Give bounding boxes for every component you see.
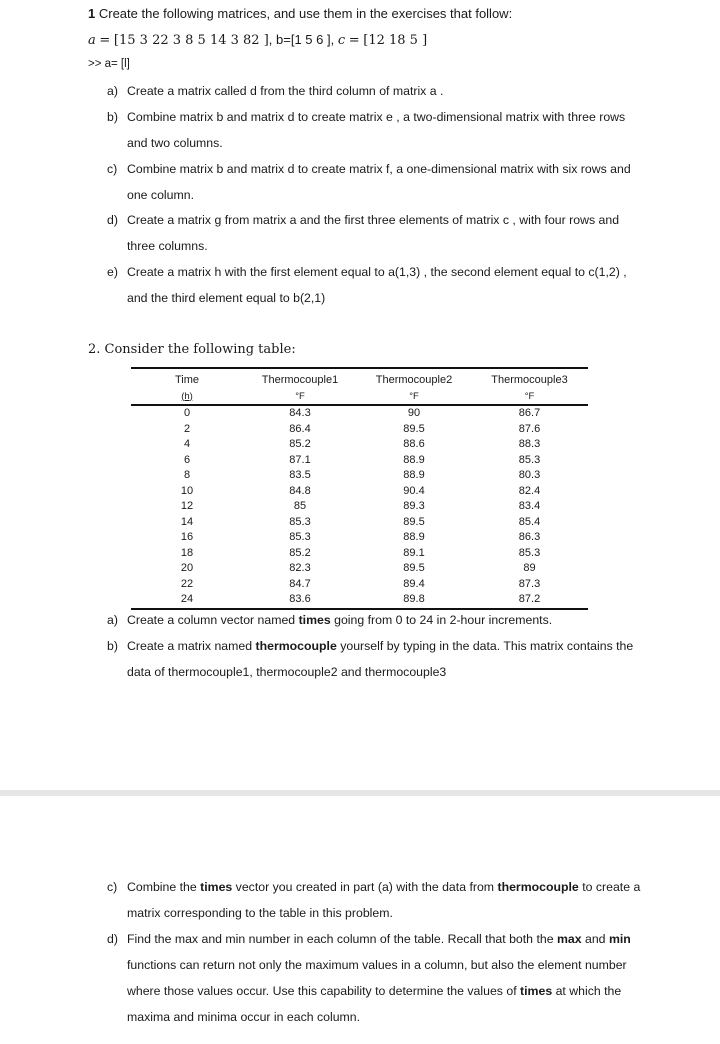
q2-item-d-label: d)	[107, 932, 118, 946]
q1-item-b-text: Combine matrix b and matrix d to create matrix e , a two-dimensional matrix with three rows and two columns.	[127, 110, 626, 150]
thermocouple1-cell: 84.3	[289, 407, 311, 419]
thermocouple1-cell: 82.3	[289, 562, 311, 574]
thermocouple3-cell: 87.2	[518, 593, 541, 605]
q2-item-d-text	[127, 926, 647, 1030]
time-cell: 4	[183, 438, 191, 450]
time-cell: 8	[183, 469, 191, 481]
table-row	[131, 577, 588, 593]
q1-item-d-text: Create a matrix g from matrix a and the first three elements of matrix c , with four rows and three columns.	[127, 213, 620, 253]
q1-item-e-text: Create a matrix h with the first element equal to a(1,3) , the second element equal to c(1,2) , and the third element equal to b(2,1)	[127, 265, 627, 305]
thermocouple1-cell: 86.4	[289, 422, 311, 435]
time-cell: 2	[183, 422, 191, 435]
thermocouple3-cell: 87.3	[518, 577, 541, 590]
matrix-c-var: c	[337, 33, 346, 48]
thermocouple3-cell: 85.3	[518, 546, 541, 559]
thermocouple3-cell: 89	[523, 562, 536, 574]
q2-item-d-bold1: max	[556, 932, 582, 946]
thermocouple2-cell: 89.1	[403, 546, 425, 559]
page-2	[0, 796, 720, 1044]
thermocouple2-cell: 88.9	[403, 469, 425, 481]
thermocouple2-cell: 88.6	[403, 438, 425, 450]
table-units-row	[131, 389, 588, 406]
thermocouple1-cell: 87.1	[289, 453, 311, 466]
unit-thermocouple2: °F	[357, 389, 471, 406]
thermocouple3-cell: 83.4	[518, 500, 541, 512]
time-cell: 16	[180, 531, 194, 543]
thermocouple2-cell: 88.9	[403, 453, 425, 466]
thermocouple3-cell: 86.3	[518, 531, 541, 543]
time-cell: 0	[183, 407, 191, 419]
table-row	[131, 499, 588, 515]
thermocouple3-cell: 85.4	[518, 515, 541, 528]
table-row	[131, 530, 588, 546]
thermocouple1-cell: 85.3	[289, 515, 311, 528]
question-1-number: 1	[88, 6, 96, 21]
matrix-c-value: [12 18 5 ]	[363, 33, 428, 48]
thermocouple2-cell: 89.8	[403, 593, 425, 605]
q2-item-c-pre: Combine the	[127, 880, 201, 894]
matrix-c-eq: =	[348, 33, 360, 48]
header-thermocouple2: Thermocouple2	[375, 374, 453, 386]
matrix-a-var: a	[88, 33, 96, 48]
thermocouple2-cell: 89.3	[403, 500, 425, 512]
matrix-a-eq: =	[99, 33, 111, 48]
unit-thermocouple3: °F	[471, 389, 588, 406]
table-row	[131, 468, 588, 484]
q1-item-c-label: c)	[107, 162, 118, 176]
thermocouple1-cell: 83.6	[289, 593, 311, 605]
table-row	[131, 561, 588, 577]
thermocouple2-cell: 90	[407, 407, 421, 419]
thermocouple2-cell: 88.9	[403, 531, 425, 543]
q2-item-a-label: a)	[107, 613, 118, 627]
table-row	[131, 546, 588, 562]
thermocouple1-cell: 85	[293, 500, 307, 512]
q2-item-d-mid1: and	[581, 932, 609, 946]
table-row	[131, 515, 588, 531]
time-cell: 10	[180, 484, 194, 497]
thermocouple1-cell: 85.2	[289, 546, 311, 559]
matrix-b-definition: , b=[1 5 6 ],	[268, 32, 335, 47]
matrix-definitions	[88, 32, 427, 48]
thermocouple2-cell: 90.4	[403, 484, 425, 497]
thermocouple1-cell: 85.3	[289, 531, 311, 543]
q2-item-c-label: c)	[107, 880, 118, 894]
q2-item-b-label: b)	[107, 639, 118, 653]
table-row	[131, 453, 588, 469]
unit-time: (h)	[131, 389, 243, 406]
q2-item-b-pre: Create a matrix named	[127, 639, 256, 653]
q2-item-c-text	[127, 874, 647, 926]
q2-item-c-post: to create a matrix corresponding to the table in this problem.	[127, 880, 641, 920]
thermocouple3-cell: 87.6	[518, 422, 541, 435]
time-cell: 6	[183, 453, 191, 466]
table-body	[131, 405, 588, 609]
table-row	[131, 437, 588, 453]
q2-item-d-pre: Find the max and min number in each column of the table. Recall that both the	[127, 932, 557, 946]
question-2-heading: 2. Consider the following table:	[88, 342, 296, 357]
q2-item-b-text	[127, 633, 657, 685]
q1-item-d-label: d)	[107, 213, 118, 227]
thermocouple3-cell: 86.7	[518, 407, 541, 419]
q2-item-c-mid: vector you created in part (a) with the data from	[232, 880, 498, 894]
thermocouple1-cell: 84.7	[289, 577, 311, 590]
table-row	[131, 484, 588, 500]
q2-item-a-text	[127, 607, 647, 633]
unit-thermocouple1: °F	[243, 389, 357, 406]
header-time: Time	[174, 374, 200, 386]
thermocouple2-cell: 89.5	[403, 515, 425, 528]
time-cell: 22	[180, 577, 194, 590]
table-header-row	[131, 368, 588, 389]
q2-item-b-bold: thermocouple	[255, 639, 337, 653]
thermocouple1-cell: 83.5	[289, 469, 311, 481]
time-cell: 12	[180, 500, 194, 512]
q2-item-a-bold: times	[298, 613, 331, 627]
table-row	[131, 422, 588, 438]
thermocouple2-cell: 89.4	[403, 577, 425, 590]
header-thermocouple1: Thermocouple1	[261, 374, 339, 386]
q2-item-d-bold3: times	[520, 984, 553, 998]
q1-item-b-label: b)	[107, 110, 118, 124]
q2-item-a-pre: Create a column vector named	[127, 613, 299, 627]
question-1-heading-text: Create the following matrices, and use them in the exercises that follow:	[98, 6, 513, 21]
q2-item-b-post: yourself by typing in the data. This matrix contains the data of thermocouple1, thermocouple2 and thermocouple3	[127, 639, 634, 679]
q2-item-c-bold2: thermocouple	[497, 880, 579, 894]
thermocouple3-cell: 88.3	[518, 438, 541, 450]
q1-item-c-text: Combine matrix b and matrix d to create matrix f, a one-dimensional matrix with six rows and one column.	[127, 162, 631, 202]
q2-item-d-post: at which the maxima and minima occur in each column.	[127, 984, 622, 1024]
header-thermocouple3: Thermocouple3	[491, 374, 568, 386]
q2-item-c-bold1: times	[200, 880, 233, 894]
command-prompt: >> a= [l]	[88, 58, 130, 70]
q1-item-e-label: e)	[107, 265, 118, 279]
thermocouple3-cell: 82.4	[518, 484, 541, 497]
table-row	[131, 405, 588, 422]
time-cell: 18	[180, 546, 194, 559]
time-cell: 24	[180, 593, 194, 605]
thermocouple2-cell: 89.5	[403, 562, 425, 574]
thermocouple1-cell: 85.2	[289, 438, 311, 450]
q2-item-d-bold2: min	[608, 932, 631, 946]
thermocouple3-cell: 80.3	[518, 469, 541, 481]
q2-item-a-post: going from 0 to 24 in 2-hour increments.	[330, 613, 553, 627]
thermocouple2-cell: 89.5	[403, 422, 425, 435]
q1-item-a-text: Create a matrix called d from the third column of matrix a .	[127, 84, 444, 98]
thermocouple-table	[131, 367, 588, 610]
question-1-heading	[88, 6, 512, 21]
thermocouple1-cell: 84.8	[289, 484, 311, 497]
time-cell: 14	[180, 515, 194, 528]
thermocouple3-cell: 85.3	[518, 453, 541, 466]
q1-item-a-label: a)	[107, 84, 118, 98]
matrix-a-value: [15 3 22 3 8 5 14 3 82 ]	[113, 33, 269, 48]
time-cell: 20	[180, 562, 194, 574]
q2-item-d-mid2: functions can return not only the maximum values in a column, but also the element number where those values occur. Use this capability to determine the values of	[127, 958, 627, 998]
